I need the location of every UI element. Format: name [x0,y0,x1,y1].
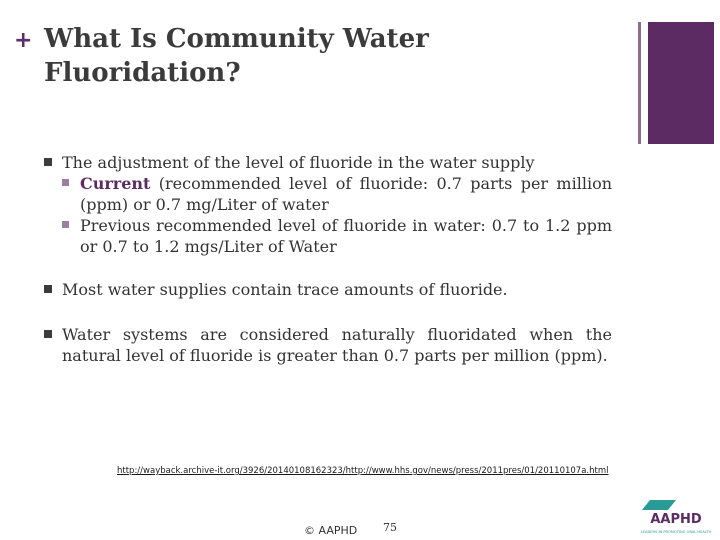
sub-bullet-1-text: (recommended level of fluoride: 0.7 parts per million (ppm) or 0.7 mg/Liter of water [80,174,612,214]
bullet-square-icon [44,158,52,166]
plus-icon: + [14,28,33,53]
sub-bullet-square-icon [62,179,69,186]
bullet-2 [40,279,612,300]
sub-bullet-square-icon [62,221,69,228]
slide-body [40,152,612,366]
footer-copyright: © AAPHD [304,524,358,537]
page-number: 75 [383,521,397,534]
logo-tooth-shape [642,500,676,510]
bullet-2-text: Most water supplies contain trace amounts of fluoride. [62,280,508,299]
side-bar-accent-light [638,22,641,144]
logo-subtext: LEADERS IN PROMOTING ORAL HEALTH [640,530,712,534]
side-bar-accent [648,22,714,144]
bullet-square-icon [44,285,52,293]
bullet-1-text: The adjustment of the level of fluoride in the water supply [62,153,535,172]
sub-bullet-2-text: Previous recommended level of fluoride in water: 0.7 to 1.2 ppm or 0.7 to 1.2 mgs/Liter of Water [80,216,612,256]
aaphd-logo [636,496,716,540]
slide-title: What Is Community Water Fluoridation? [44,24,429,88]
sub-bullet-1-highlight: Current [80,174,151,193]
sub-bullet-2 [40,215,612,257]
bullet-3 [40,324,612,366]
bullet-1 [40,152,612,173]
logo-text: AAPHD [650,512,702,527]
source-link[interactable]: http://wayback.archive-it.org/3926/20140108162323/http://www.hhs.gov/news/press/2011pres/01/20110107a.html [117,466,609,476]
bullet-3-text: Water systems are considered naturally fluoridated when the natural level of fluoride is greater than 0.7 parts per million (ppm). [62,325,612,365]
sub-bullet-1 [40,173,612,215]
bullet-square-icon [44,330,52,338]
